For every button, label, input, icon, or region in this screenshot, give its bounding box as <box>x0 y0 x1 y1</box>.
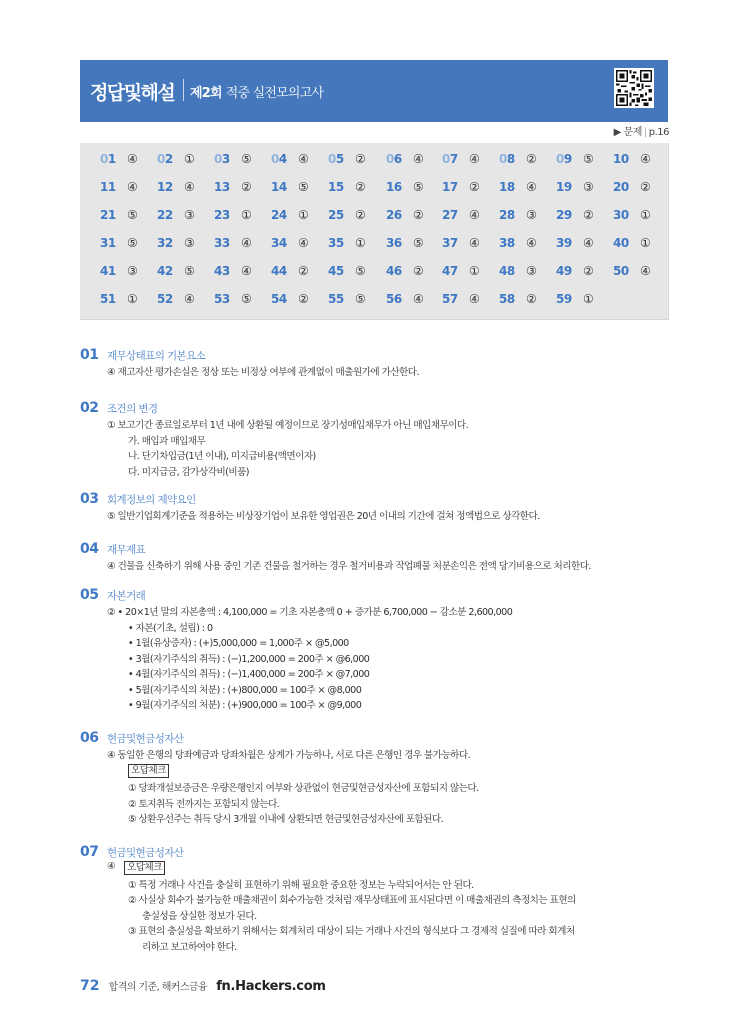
question-number: 31 <box>100 236 116 250</box>
answer-choice: ② <box>583 264 594 278</box>
answer-cell <box>328 180 366 194</box>
answer-cell <box>499 264 537 278</box>
explanation-text: ① 보고기간 종료일로부터 1년 내에 상환될 예정이므로 장기성매입채무가 아닌 매입채무이다. <box>107 420 469 431</box>
question-number: 23 <box>214 208 230 222</box>
answer-grid <box>80 143 669 320</box>
explanation-text: 가. 매입과 매입채무 <box>128 435 206 447</box>
explanation-text: ⑤ 상환우선주는 취득 당시 3개월 이내에 상환되면 현금및현금성자산에 포함된다. <box>128 814 444 825</box>
explanation-line <box>128 448 316 462</box>
answer-choice: ② <box>640 180 651 194</box>
explanation-topic: 재무상태표의 기본요소 <box>107 350 206 362</box>
question-number: 45 <box>328 264 344 278</box>
question-number: 07 <box>442 152 458 166</box>
explanation-line <box>128 651 369 665</box>
header-banner <box>80 60 668 122</box>
answer-choice: ① <box>241 208 252 222</box>
explanation-text: ④ 건물을 신축하기 위해 사용 중인 기존 건물을 철거하는 경우 철거비용과 작업폐물 처분손익은 전액 당기비용으로 처리한다. <box>107 561 591 572</box>
question-number: 51 <box>100 292 116 306</box>
answer-choice: ⑤ <box>583 152 594 166</box>
answer-choice: ② <box>413 264 424 278</box>
explanation-topic: 현금및현금성자산 <box>107 733 184 745</box>
answer-cell <box>442 236 480 250</box>
answer-choice: ② <box>355 180 366 194</box>
answer-cell <box>214 292 252 306</box>
answer-cell <box>271 264 309 278</box>
answer-choice: ⑤ <box>413 236 424 250</box>
explanation-text: 다. 미지급금, 감가상각비(비품) <box>128 466 249 478</box>
answer-cell <box>556 292 594 306</box>
answer-cell <box>157 180 195 194</box>
answer-cell <box>442 292 480 306</box>
question-number: 33 <box>214 236 230 250</box>
explanation-text: • 3월(자기주식의 취득) : (−)1,200,000 = 200주 × @6,000 <box>128 653 370 665</box>
reference-page: p.16 <box>648 127 669 138</box>
footer-site-link[interactable]: fn.Hackers.com <box>216 979 326 994</box>
explanation-line <box>128 796 279 810</box>
answer-choice: ③ <box>583 180 594 194</box>
qr-code-icon[interactable] <box>614 68 654 108</box>
explanation-text: 리하고 보고하여야 한다. <box>142 941 237 953</box>
explanation-line <box>128 697 361 711</box>
answer-choice: ⑤ <box>355 264 366 278</box>
answer-choice: ⑤ <box>298 180 309 194</box>
answer-choice: ① <box>583 292 594 306</box>
question-number: 58 <box>499 292 515 306</box>
explanation-text: ② 토지취득 전까지는 포함되지 않는다. <box>128 798 280 810</box>
answer-choice: ④ <box>127 152 138 166</box>
footer-slogan: 합격의 기준, 해커스금융 <box>108 982 208 993</box>
explanation-topic: 회계정보의 제약요인 <box>107 494 196 506</box>
answer-choice: ② <box>413 208 424 222</box>
answer-cell <box>442 152 480 166</box>
answer-choice: ④ <box>127 180 138 194</box>
question-number: 42 <box>157 264 173 278</box>
question-number: 10 <box>613 152 629 166</box>
answer-choice: ④ <box>413 152 424 166</box>
answer-cell <box>100 208 138 222</box>
question-number: 49 <box>556 264 572 278</box>
answer-choice: ① <box>640 208 651 222</box>
answer-choice: ② <box>526 152 537 166</box>
answer-cell <box>386 180 424 194</box>
wrong-answer-check-label: 오답체크 <box>124 861 165 875</box>
answer-cell <box>499 152 537 166</box>
explanation-line <box>128 464 249 478</box>
question-number: 06 <box>386 152 402 166</box>
explanation-line <box>128 620 213 634</box>
explanation-text: 나. 단기차입금(1년 이내), 미지급비용(액면이자) <box>128 451 316 462</box>
answer-choice: ① <box>127 292 138 306</box>
answer-cell <box>613 236 651 250</box>
explanation-line <box>128 892 576 906</box>
page-number: 72 <box>80 978 100 994</box>
explanation-line <box>107 558 591 572</box>
question-number: 02 <box>157 152 173 166</box>
answer-cell <box>556 152 594 166</box>
explanation-number: 03 <box>80 491 99 507</box>
question-number: 48 <box>499 264 515 278</box>
footer <box>80 978 326 994</box>
answer-cell <box>328 152 366 166</box>
answer-cell <box>214 152 252 166</box>
answer-cell <box>157 208 195 222</box>
explanation-line <box>107 747 470 761</box>
answer-cell <box>442 180 480 194</box>
answer-cell <box>328 292 366 306</box>
answer-choice: ⑤ <box>127 236 138 250</box>
explanation-text: ⑤ 일반기업회계기준을 적용하는 비상장기업이 보유한 영업권은 20년 이내의 기간에 걸쳐 정액법으로 상각한다. <box>107 511 540 522</box>
explanation-number: 04 <box>80 541 99 557</box>
answer-choice: ④ <box>640 152 651 166</box>
question-number: 24 <box>271 208 287 222</box>
question-number: 34 <box>271 236 287 250</box>
answer-cell <box>499 180 537 194</box>
answer-cell <box>157 264 195 278</box>
answer-choice: ④ <box>469 208 480 222</box>
explanation-label <box>128 764 169 778</box>
answer-choice: ④ <box>298 236 309 250</box>
question-number: 21 <box>100 208 116 222</box>
answer-choice: ④ <box>184 292 195 306</box>
explanation-line <box>128 923 575 937</box>
explanation-text: ② • 20×1년 말의 자본총액 : 4,100,000 = 기초 자본총액 0 + 증가분 6,700,000 − 감소분 2,600,000 <box>107 607 513 618</box>
answer-choice: ② <box>469 180 480 194</box>
explanation-line <box>107 861 115 872</box>
question-number: 08 <box>499 152 515 166</box>
page-title: 정답및해설 <box>90 82 175 104</box>
answer-choice: ⑤ <box>127 208 138 222</box>
answer-cell <box>157 152 195 166</box>
round-label: 제2회 <box>190 86 222 101</box>
answer-choice: ④ <box>241 264 252 278</box>
answer-cell <box>214 264 252 278</box>
question-number: 46 <box>386 264 402 278</box>
explanation-topic: 재무제표 <box>107 544 146 556</box>
answer-choice: ④ <box>526 180 537 194</box>
explanation-line <box>107 604 512 618</box>
explanation-text: • 1월(유상증자) : (+)5,000,000 = 1,000주 × @5,000 <box>128 638 349 649</box>
explanation-line <box>128 811 443 825</box>
answer-choice: ③ <box>526 208 537 222</box>
question-number: 15 <box>328 180 344 194</box>
answer-choice: ④ <box>413 292 424 306</box>
answer-choice: ④ <box>469 292 480 306</box>
answer-cell <box>214 208 252 222</box>
question-number: 20 <box>613 180 629 194</box>
answer-cell <box>157 236 195 250</box>
question-number: 12 <box>157 180 173 194</box>
answer-choice: ① <box>469 264 480 278</box>
answer-choice: ⑤ <box>413 180 424 194</box>
explanation-line <box>142 939 237 953</box>
question-number: 37 <box>442 236 458 250</box>
answer-choice: ⑤ <box>241 292 252 306</box>
answer-choice: ② <box>583 208 594 222</box>
answer-cell <box>271 152 309 166</box>
answer-choice: ② <box>241 180 252 194</box>
answer-choice: ⑤ <box>241 152 252 166</box>
answer-cell <box>613 152 651 166</box>
answer-cell <box>100 292 138 306</box>
question-number: 13 <box>214 180 230 194</box>
answer-choice: ④ <box>469 236 480 250</box>
answer-choice: ① <box>298 208 309 222</box>
question-number: 43 <box>214 264 230 278</box>
question-number: 41 <box>100 264 116 278</box>
question-number: 18 <box>499 180 515 194</box>
explanation-text: ④ 재고자산 평가손실은 정상 또는 비정상 여부에 관계없이 매출원가에 가산한다. <box>107 367 420 378</box>
explanation-text: ① 특정 거래나 사건을 충실히 표현하기 위해 필요한 중요한 정보는 누락되어서는 안 된다. <box>128 879 474 891</box>
answer-cell <box>556 180 594 194</box>
question-number: 55 <box>328 292 344 306</box>
explanation-number: 05 <box>80 587 99 603</box>
answer-choice: ② <box>298 292 309 306</box>
answer-choice: ③ <box>127 264 138 278</box>
answer-choice: ④ <box>583 236 594 250</box>
answer-cell <box>556 264 594 278</box>
answer-choice: ④ <box>640 264 651 278</box>
question-number: 50 <box>613 264 629 278</box>
answer-cell <box>556 236 594 250</box>
question-number: 52 <box>157 292 173 306</box>
answer-cell <box>214 236 252 250</box>
answer-choice: ④ <box>526 236 537 250</box>
explanation-text: • 자본(기초, 설립) : 0 <box>128 622 213 634</box>
answer-cell <box>271 292 309 306</box>
question-number: 57 <box>442 292 458 306</box>
problem-page-link[interactable]: ▶ 문제 | p.16 <box>613 127 669 138</box>
answer-choice: ④ <box>469 152 480 166</box>
reference-label: 문제 <box>623 127 642 138</box>
question-number: 59 <box>556 292 572 306</box>
question-number: 01 <box>100 152 116 166</box>
answer-choice: ③ <box>184 208 195 222</box>
explanation-number: 07 <box>80 844 99 860</box>
explanation-number: 02 <box>80 400 99 416</box>
answer-choice: ② <box>355 152 366 166</box>
explanation-line <box>142 908 257 922</box>
explanation-line <box>128 780 479 794</box>
explanation-line <box>128 635 349 649</box>
explanation-number: 01 <box>80 347 99 363</box>
answer-cell <box>499 292 537 306</box>
question-number: 39 <box>556 236 572 250</box>
question-number: 36 <box>386 236 402 250</box>
answer-choice: ② <box>526 292 537 306</box>
answer-choice: ⑤ <box>184 264 195 278</box>
explanation-topic: 자본거래 <box>107 590 146 602</box>
question-number: 04 <box>271 152 287 166</box>
explanation-text: ② 사실상 회수가 불가능한 매출채권이 회수가능한 것처럼 재무상태표에 표시된다면 이 매출채권의 측정치는 표현의 <box>128 895 576 906</box>
question-number: 28 <box>499 208 515 222</box>
question-number: 29 <box>556 208 572 222</box>
explanation-label <box>124 861 165 875</box>
question-number: 44 <box>271 264 287 278</box>
question-number: 26 <box>386 208 402 222</box>
answer-choice: ① <box>640 236 651 250</box>
question-number: 16 <box>386 180 402 194</box>
answer-cell <box>271 180 309 194</box>
explanation-line <box>107 508 540 522</box>
question-number: 35 <box>328 236 344 250</box>
explanation-text: ① 당좌개설보증금은 우량은행인지 여부와 상관없이 현금및현금성자산에 포함되지 않는다. <box>128 783 479 794</box>
explanation-text: • 4월(자기주식의 취득) : (−)1,400,000 = 200주 × @7,000 <box>128 669 370 680</box>
answer-cell <box>442 208 480 222</box>
arrow-right-icon: ▶ <box>613 127 621 138</box>
answer-cell <box>157 292 195 306</box>
explanation-text: • 9월(자기주식의 처분) : (+)900,000 = 100주 × @9,000 <box>128 700 362 711</box>
answer-choice: ④ <box>298 152 309 166</box>
answer-cell <box>100 152 138 166</box>
question-number: 03 <box>214 152 230 166</box>
question-number: 56 <box>386 292 402 306</box>
question-number: 53 <box>214 292 230 306</box>
answer-cell <box>442 264 480 278</box>
question-number: 32 <box>157 236 173 250</box>
answer-choice: ③ <box>526 264 537 278</box>
answer-cell <box>613 264 651 278</box>
answer-cell <box>100 180 138 194</box>
question-number: 14 <box>271 180 287 194</box>
answer-cell <box>386 236 424 250</box>
question-number: 30 <box>613 208 629 222</box>
explanation-number: 06 <box>80 730 99 746</box>
answer-choice: ④ <box>241 236 252 250</box>
answer-cell <box>214 180 252 194</box>
answer-cell <box>328 236 366 250</box>
explanation-line <box>128 877 474 891</box>
answer-cell <box>386 152 424 166</box>
question-number: 22 <box>157 208 173 222</box>
question-number: 27 <box>442 208 458 222</box>
title-divider <box>183 79 184 101</box>
explanation-text: 충실성을 상실한 정보가 된다. <box>142 910 257 922</box>
explanation-text: ④ 동일한 은행의 당좌예금과 당좌차월은 상계가 가능하나, 서로 다른 은행인 경우 불가능하다. <box>107 750 471 761</box>
answer-choice: ① <box>184 152 195 166</box>
answer-choice: ① <box>355 236 366 250</box>
explanation-line <box>107 364 419 378</box>
answer-cell <box>386 292 424 306</box>
answer-cell <box>613 208 651 222</box>
question-number: 38 <box>499 236 515 250</box>
explanation-line <box>107 417 468 431</box>
question-number: 25 <box>328 208 344 222</box>
wrong-answer-check-label: 오답체크 <box>128 764 169 778</box>
answer-cell <box>271 208 309 222</box>
answer-choice: ② <box>355 208 366 222</box>
answer-cell <box>556 208 594 222</box>
answer-cell <box>328 264 366 278</box>
answer-cell <box>386 264 424 278</box>
explanation-text: ③ 표현의 충실성을 확보하기 위해서는 회계처리 대상이 되는 거래나 사건의 형식보다 그 경제적 실질에 따라 회계처 <box>128 926 575 937</box>
answer-cell <box>271 236 309 250</box>
question-number: 19 <box>556 180 572 194</box>
question-number: 47 <box>442 264 458 278</box>
answer-choice: ④ <box>184 180 195 194</box>
answer-cell <box>613 180 651 194</box>
question-number: 11 <box>100 180 116 194</box>
question-number: 09 <box>556 152 572 166</box>
answer-cell <box>328 208 366 222</box>
answer-cell <box>499 236 537 250</box>
answer-choice: ② <box>298 264 309 278</box>
question-number: 17 <box>442 180 458 194</box>
answer-cell <box>386 208 424 222</box>
question-number: 05 <box>328 152 344 166</box>
answer-cell <box>100 236 138 250</box>
explanation-line <box>128 433 205 447</box>
answer-choice: ⑤ <box>355 292 366 306</box>
question-number: 54 <box>271 292 287 306</box>
answer-cell <box>100 264 138 278</box>
explanation-topic: 조건의 변경 <box>107 403 158 415</box>
explanation-topic: 현금및현금성자산 <box>107 847 184 859</box>
explanation-text: ④ <box>107 861 116 872</box>
explanation-line <box>128 682 361 696</box>
answer-choice: ③ <box>184 236 195 250</box>
subtitle-text: 적중 실전모의고사 <box>225 86 324 101</box>
explanation-line <box>128 666 369 680</box>
explanation-text: • 5월(자기주식의 처분) : (+)800,000 = 100주 × @8,000 <box>128 684 362 696</box>
answer-cell <box>499 208 537 222</box>
question-number: 40 <box>613 236 629 250</box>
exam-subtitle <box>190 82 323 101</box>
